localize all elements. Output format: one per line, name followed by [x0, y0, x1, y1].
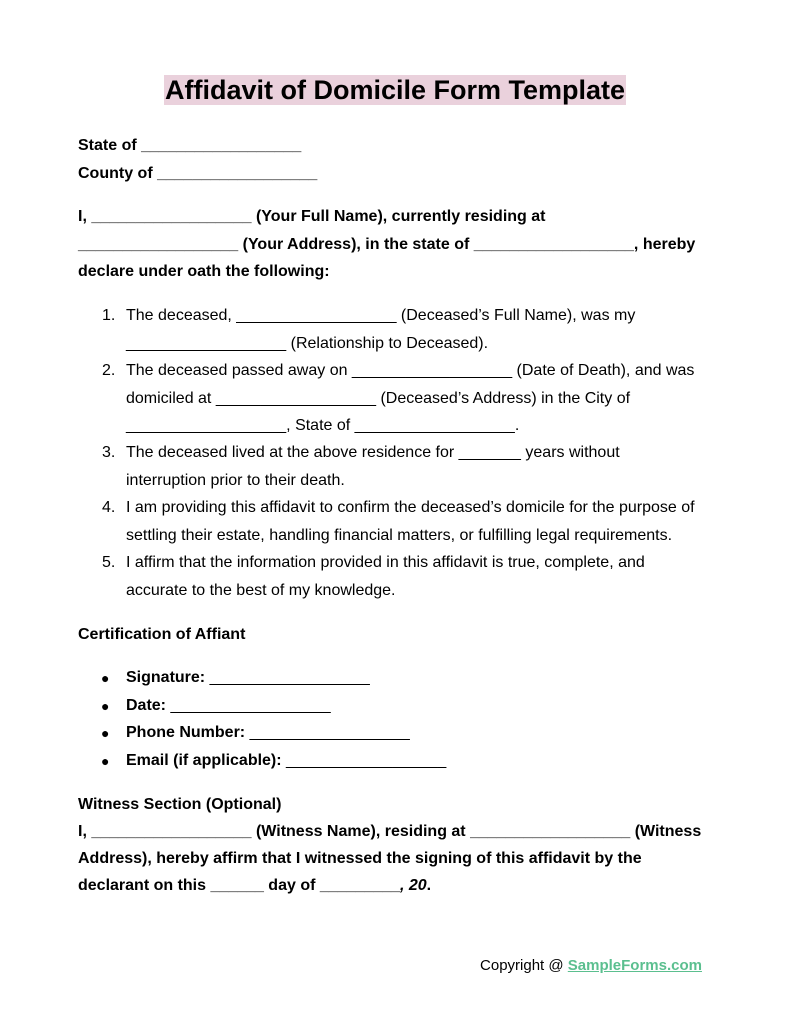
- intro-line: I, __________________ (Your Full Name), currently residing at: [78, 208, 546, 225]
- list-line: interruption prior to their death.: [126, 472, 345, 489]
- witness-heading: Witness Section (Optional): [78, 796, 282, 813]
- list-line: The deceased lived at the above residence for _______ years without: [126, 444, 620, 461]
- field-label: Date:: [126, 697, 167, 714]
- list-line: The deceased passed away on __________________ (Date of Death), and was: [126, 362, 695, 379]
- field-label: Phone Number:: [126, 724, 246, 741]
- state-field: State of __________________: [78, 137, 302, 154]
- field-blank: __________________: [249, 724, 410, 741]
- field-blank: __________________: [286, 752, 447, 769]
- list-number: 3.: [102, 444, 116, 461]
- copyright-text: Copyright @: [480, 957, 568, 974]
- witness-line: [78, 876, 431, 896]
- list-line: settling their estate, handling financial matters, or fulfilling legal requirements.: [126, 527, 673, 544]
- list-line: The deceased, __________________ (Deceased’s Full Name), was my: [126, 307, 636, 324]
- list-line: I affirm that the information provided in this affidavit is true, complete, and: [126, 554, 645, 571]
- certification-heading: Certification of Affiant: [78, 626, 246, 643]
- list-number: 2.: [102, 362, 116, 379]
- bullet-icon: ●: [101, 698, 110, 714]
- bullet-icon: ●: [101, 725, 110, 741]
- field-label: Email (if applicable):: [126, 752, 282, 769]
- bullet-icon: ●: [101, 753, 110, 769]
- intro-line: __________________ (Your Address), in the state of __________________, hereby: [78, 236, 696, 253]
- signature-field: [126, 668, 370, 688]
- field-blank: __________________: [209, 669, 370, 686]
- page-title-text: Affidavit of Domicile Form Template: [164, 75, 626, 105]
- county-field: County of __________________: [78, 165, 318, 182]
- date-field: [126, 696, 331, 716]
- list-line: I am providing this affidavit to confirm the deceased’s domicile for the purpose of: [126, 499, 695, 516]
- list-line: __________________, State of __________________.: [126, 417, 520, 434]
- list-line: accurate to the best of my knowledge.: [126, 582, 396, 599]
- witness-line: Address), hereby affirm that I witnessed the signing of this affidavit by the: [78, 850, 642, 867]
- email-field: [126, 751, 446, 771]
- list-line: domiciled at __________________ (Deceased’s Address) in the City of: [126, 390, 631, 407]
- phone-field: [126, 723, 410, 743]
- year-suffix: , 20: [399, 877, 427, 894]
- witness-line-text: declarant on this ______ day of _________: [78, 877, 400, 894]
- sampleforms-link[interactable]: SampleForms.com: [567, 957, 702, 974]
- list-number: 4.: [102, 499, 116, 516]
- field-blank: __________________: [170, 697, 331, 714]
- field-label: Signature:: [126, 669, 206, 686]
- page-title: [0, 74, 790, 106]
- list-number: 5.: [102, 554, 116, 571]
- bullet-icon: ●: [101, 670, 110, 686]
- witness-end: .: [426, 877, 432, 894]
- intro-line: declare under oath the following:: [78, 263, 330, 280]
- list-number: 1.: [102, 307, 116, 324]
- copyright-footer: [480, 956, 702, 976]
- witness-line: I, __________________ (Witness Name), residing at __________________ (Witness: [78, 823, 702, 840]
- list-line: __________________ (Relationship to Deceased).: [126, 335, 489, 352]
